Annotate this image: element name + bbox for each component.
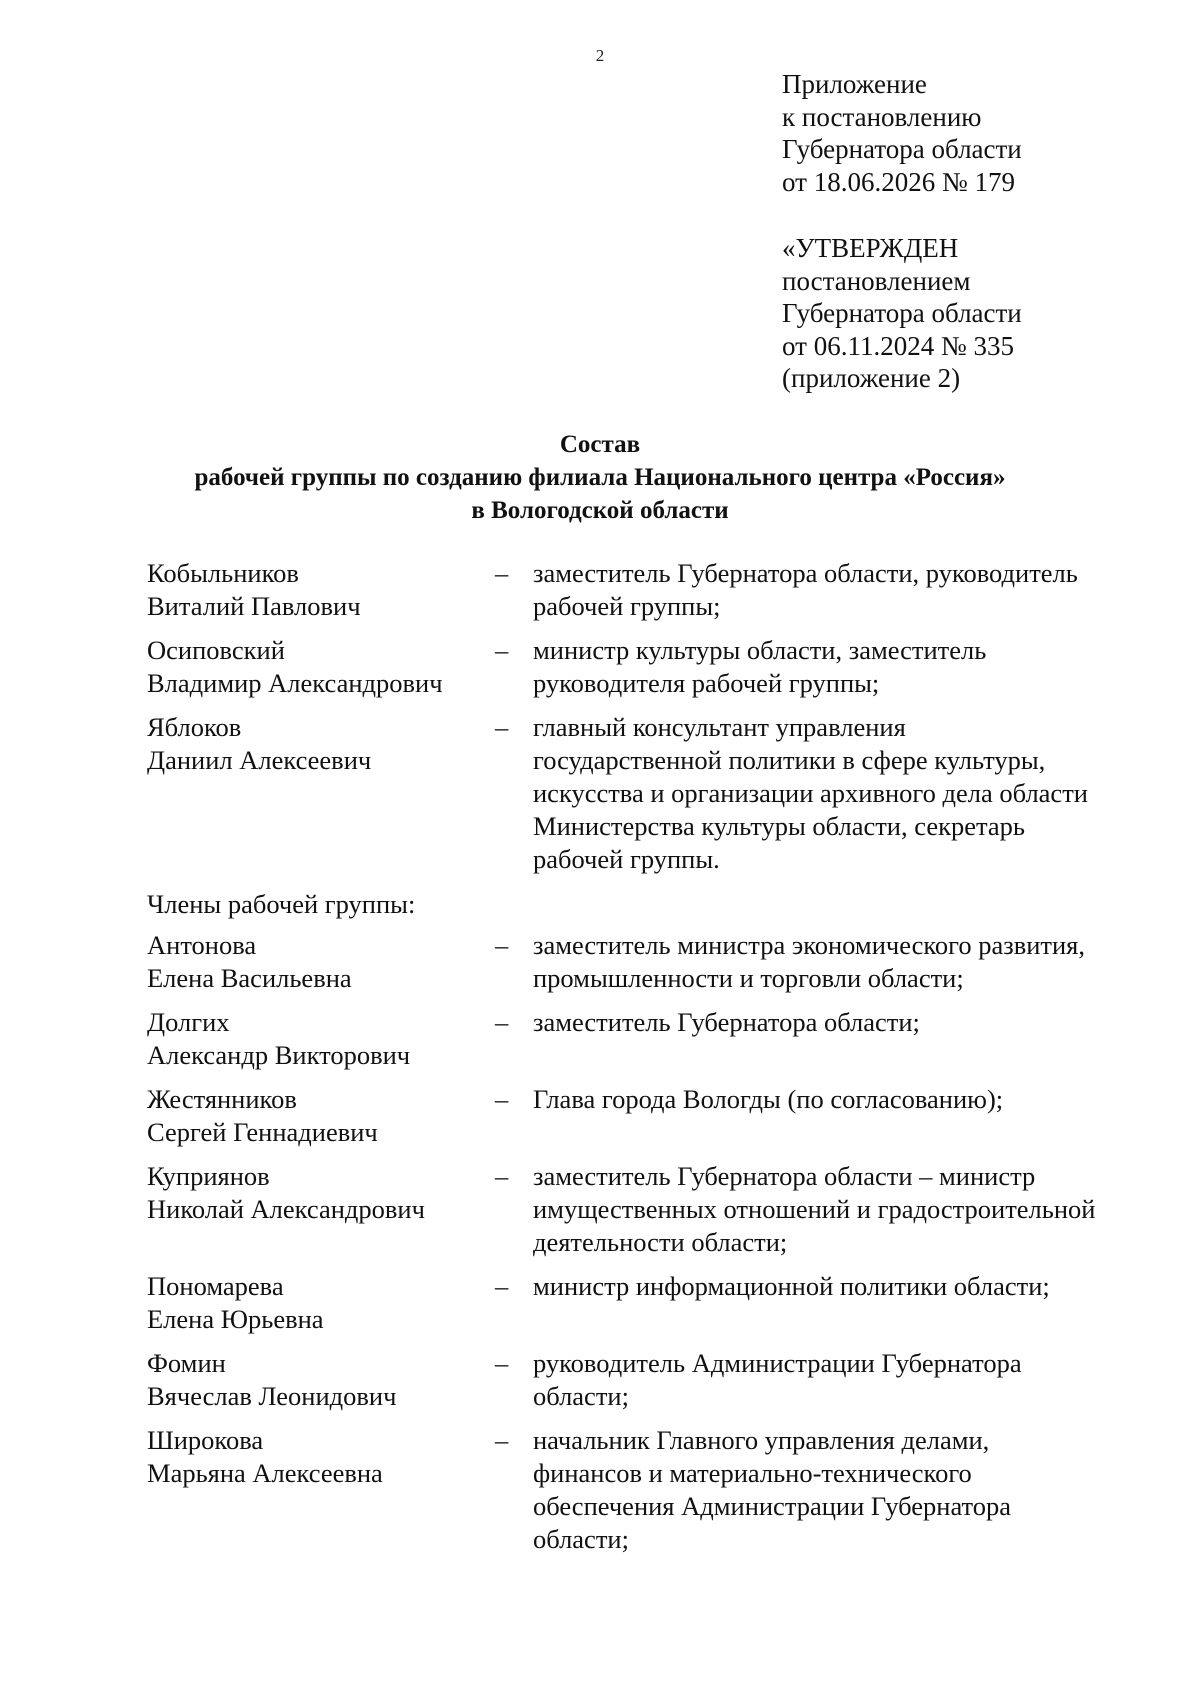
role-line: рабочей группы; (533, 591, 721, 621)
member-given-name: Вячеслав Леонидович (147, 1381, 397, 1411)
member-given-name: Даниил Алексеевич (147, 745, 372, 775)
member-role (533, 634, 1133, 700)
role-line: рабочей группы. (533, 844, 720, 874)
roster (147, 557, 1147, 1567)
member-name (147, 557, 495, 623)
roster-entry (147, 557, 1147, 623)
roster-entry (147, 929, 1147, 995)
role-line: заместитель Губернатора области; (533, 1007, 920, 1037)
dash-separator: – (495, 1348, 509, 1378)
role-line: искусства и организации архивного дела области (533, 778, 1088, 808)
role-line: Министерства культуры области, секретарь (533, 811, 1025, 841)
member-given-name: Елена Васильевна (147, 963, 352, 993)
member-surname: Долгих (147, 1007, 230, 1037)
dash-separator: – (495, 1271, 509, 1301)
member-role (533, 929, 1133, 995)
roster-entry (147, 1083, 1147, 1149)
appendix-line: Губернатора области (782, 134, 1022, 164)
member-name (147, 1270, 495, 1336)
appendix-header (782, 68, 1022, 198)
role-line: министр культуры области, заместитель (533, 635, 987, 665)
dash-separator: – (495, 1084, 509, 1114)
role-line: главный консультант управления (533, 712, 906, 742)
dash-separator: – (495, 635, 509, 665)
role-line: промышленности и торговли области; (533, 963, 964, 993)
member-given-name: Елена Юрьевна (147, 1304, 324, 1334)
roster-entry (147, 1006, 1147, 1072)
member-name (147, 1160, 495, 1259)
appendix-line: к постановлению (782, 101, 982, 132)
role-line: области; (533, 1524, 629, 1554)
dash-separator: – (495, 1425, 509, 1455)
member-name (147, 711, 495, 876)
member-surname: Осиповский (147, 635, 285, 665)
role-line: финансов и материально-технического (533, 1458, 972, 1488)
role-line: государственной политики в сфере культуры, (533, 745, 1046, 775)
member-name (147, 1347, 495, 1413)
member-surname: Антонова (147, 930, 257, 960)
member-name (147, 929, 495, 995)
page-number: 2 (595, 46, 605, 65)
title-line: в Вологодской области (471, 497, 729, 524)
member-surname: Кобыльников (147, 558, 299, 588)
role-line: руководитель Администрации Губернатора (533, 1348, 1022, 1378)
dash-separator: – (495, 1007, 509, 1037)
members-heading: Члены рабочей группы: (147, 889, 416, 919)
role-line: деятельности области; (533, 1227, 788, 1257)
member-role (533, 1270, 1133, 1336)
member-given-name: Сергей Геннадиевич (147, 1117, 378, 1147)
role-line: имущественных отношений и градостроительной (533, 1194, 1096, 1224)
member-role (533, 1006, 1133, 1072)
member-given-name: Николай Александрович (147, 1194, 425, 1224)
member-surname: Широкова (147, 1425, 264, 1455)
document-title (0, 428, 1200, 527)
role-line: заместитель министра экономического развития, (533, 930, 1085, 960)
title-line: рабочей группы по созданию филиала Национального центра «Россия» (194, 464, 1006, 491)
approved-stamp-text (782, 232, 1022, 395)
role-line: обеспечения Администрации Губернатора (533, 1491, 1012, 1521)
dash-separator: – (495, 1161, 509, 1191)
member-surname: Яблоков (147, 712, 242, 742)
member-given-name: Виталий Павлович (147, 591, 361, 621)
roster-entry (147, 634, 1147, 700)
member-role (533, 1347, 1133, 1413)
dash-separator: – (495, 930, 509, 960)
role-line: руководителя рабочей группы; (533, 668, 880, 698)
member-surname: Фомин (147, 1348, 226, 1378)
member-name (147, 1424, 495, 1556)
member-surname: Жестянников (147, 1084, 297, 1114)
member-role (533, 1424, 1133, 1556)
approved-line: (приложение 2) (782, 363, 961, 393)
role-line: Глава города Вологды (по согласованию); (533, 1084, 1004, 1114)
dash-separator: – (495, 712, 509, 742)
roster-entry (147, 1424, 1147, 1556)
member-surname: Пономарева (147, 1271, 284, 1301)
member-given-name: Александр Викторович (147, 1040, 411, 1070)
role-line: заместитель Губернатора области – министр (533, 1161, 1036, 1191)
roster-entry (147, 1347, 1147, 1413)
member-name (147, 1083, 495, 1149)
approved-line: постановлением (782, 265, 971, 296)
appendix-line: Приложение (782, 69, 927, 99)
member-given-name: Марьяна Алексеевна (147, 1458, 383, 1488)
member-role (533, 1083, 1133, 1149)
member-role (533, 557, 1133, 623)
approved-line: от 06.11.2024 № 335 (782, 330, 1014, 361)
role-line: министр информационной политики области; (533, 1271, 1050, 1301)
roster-entry (147, 1270, 1147, 1336)
member-name (147, 634, 495, 700)
roster-entry (147, 1160, 1147, 1259)
member-role (533, 711, 1133, 876)
title-line: Состав (559, 431, 641, 458)
member-given-name: Владимир Александрович (147, 668, 443, 698)
appendix-line: от 18.06.2026 № 179 (782, 166, 1015, 197)
role-line: начальник Главного управления делами, (533, 1425, 990, 1455)
approved-line: «УТВЕРЖДЕН (782, 233, 959, 263)
roster-entry (147, 711, 1147, 876)
member-surname: Куприянов (147, 1161, 270, 1191)
role-line: заместитель Губернатора области, руководитель (533, 558, 1078, 588)
dash-separator: – (495, 558, 509, 588)
approved-line: Губернатора области (782, 298, 1022, 328)
role-line: области; (533, 1381, 629, 1411)
member-role (533, 1160, 1133, 1259)
member-name (147, 1006, 495, 1072)
